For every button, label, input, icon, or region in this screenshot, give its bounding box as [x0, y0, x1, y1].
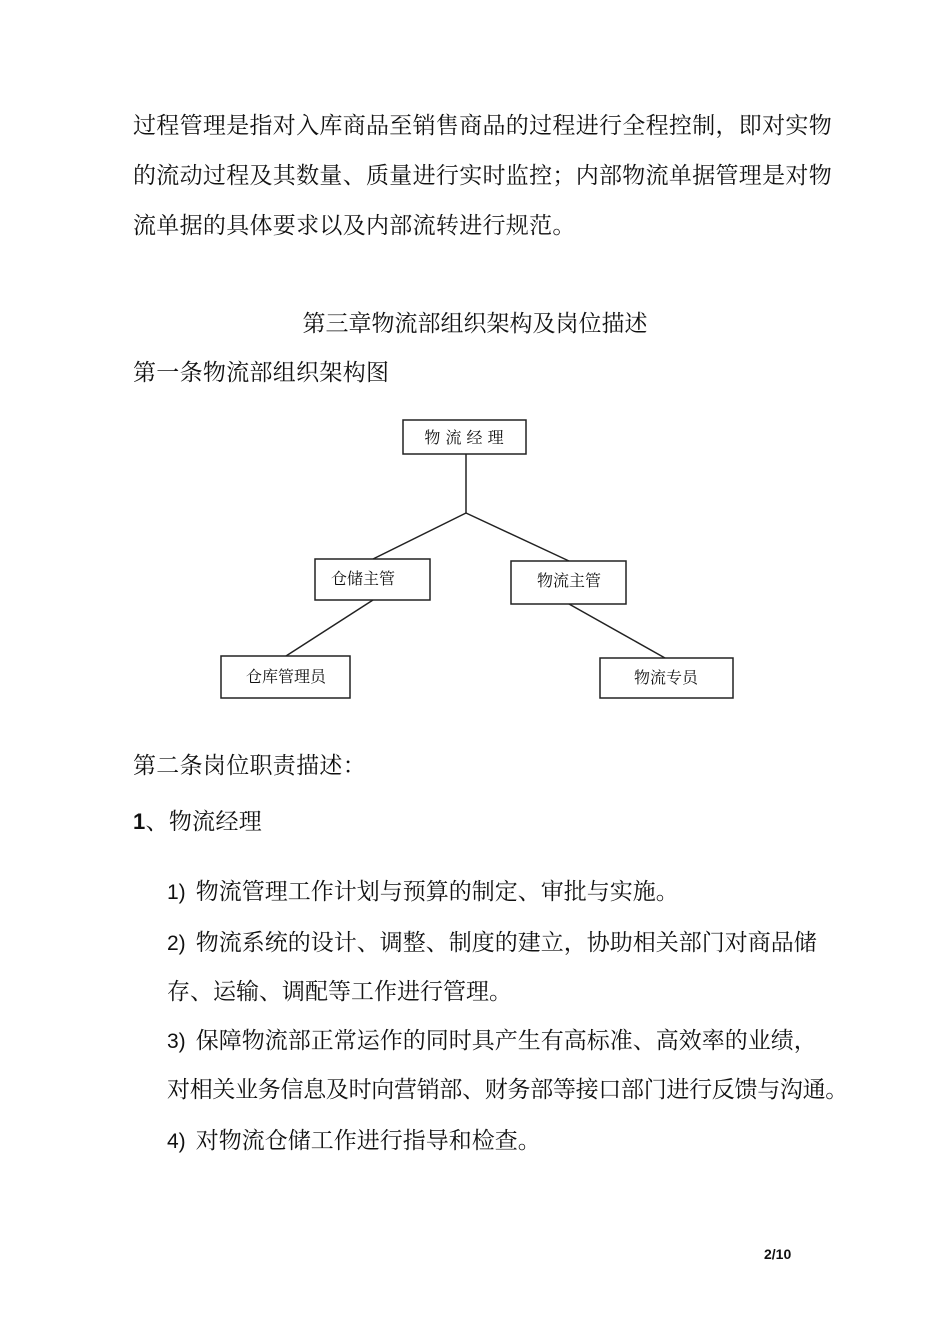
connector-right-bottom [569, 604, 665, 658]
duty-4-text: 对物流仓储工作进行指导和检查。 [195, 1128, 541, 1154]
article1-title: 第一条物流部组织架构图 [133, 360, 390, 386]
node-warehouse-clerk: 仓库管理员 [245, 667, 327, 686]
duty-1 [167, 877, 679, 908]
intro-line-1: 过程管理是指对入库商品至销售商品的过程进行全程控制，即对实物 [133, 113, 832, 139]
duty-3-text: 保障物流部正常运作的同时具产生有高标准、高效率的业绩， [195, 1028, 817, 1054]
duty-3-number: 3) [167, 1030, 186, 1053]
duty-3 [167, 1026, 817, 1057]
section1-heading [133, 807, 262, 837]
duty-2-continuation: 存、运输、调配等工作进行管理。 [167, 979, 512, 1005]
node-manager: 物 流 经 理 [424, 428, 504, 447]
node-warehouse-supervisor: 仓储主管 [330, 569, 396, 588]
intro-line-2: 的流动过程及其数量、质量进行实时监控；内部物流单据管理是对物 [133, 163, 832, 189]
section1-title: 、物流经理 [145, 809, 263, 835]
duty-2-number: 2) [167, 932, 186, 955]
intro-line-3: 流单据的具体要求以及内部流转进行规范。 [133, 213, 576, 239]
chapter-title: 第三章物流部组织架构及岗位描述 [302, 311, 648, 337]
duty-3-continuation: 对相关业务信息及时向营销部、财务部等接口部门进行反馈与沟通。 [167, 1077, 849, 1103]
duty-2 [167, 928, 817, 959]
node-logistics-supervisor: 物流主管 [536, 571, 602, 590]
duty-4 [167, 1126, 541, 1157]
duty-1-number: 1) [167, 881, 186, 904]
node-logistics-specialist: 物流专员 [633, 668, 699, 687]
duty-4-number: 4) [167, 1130, 186, 1153]
article2-title: 第二条岗位职责描述： [133, 753, 366, 779]
page-number: 2/10 [764, 1246, 792, 1262]
section1-number: 1 [133, 809, 146, 834]
duty-2-text: 物流系统的设计、调整、制度的建立，协助相关部门对商品储 [195, 930, 817, 956]
duty-1-text: 物流管理工作计划与预算的制定、审批与实施。 [195, 879, 679, 905]
connector-left-bottom [286, 600, 373, 656]
connector-left [373, 513, 466, 559]
connector-right [466, 513, 569, 561]
